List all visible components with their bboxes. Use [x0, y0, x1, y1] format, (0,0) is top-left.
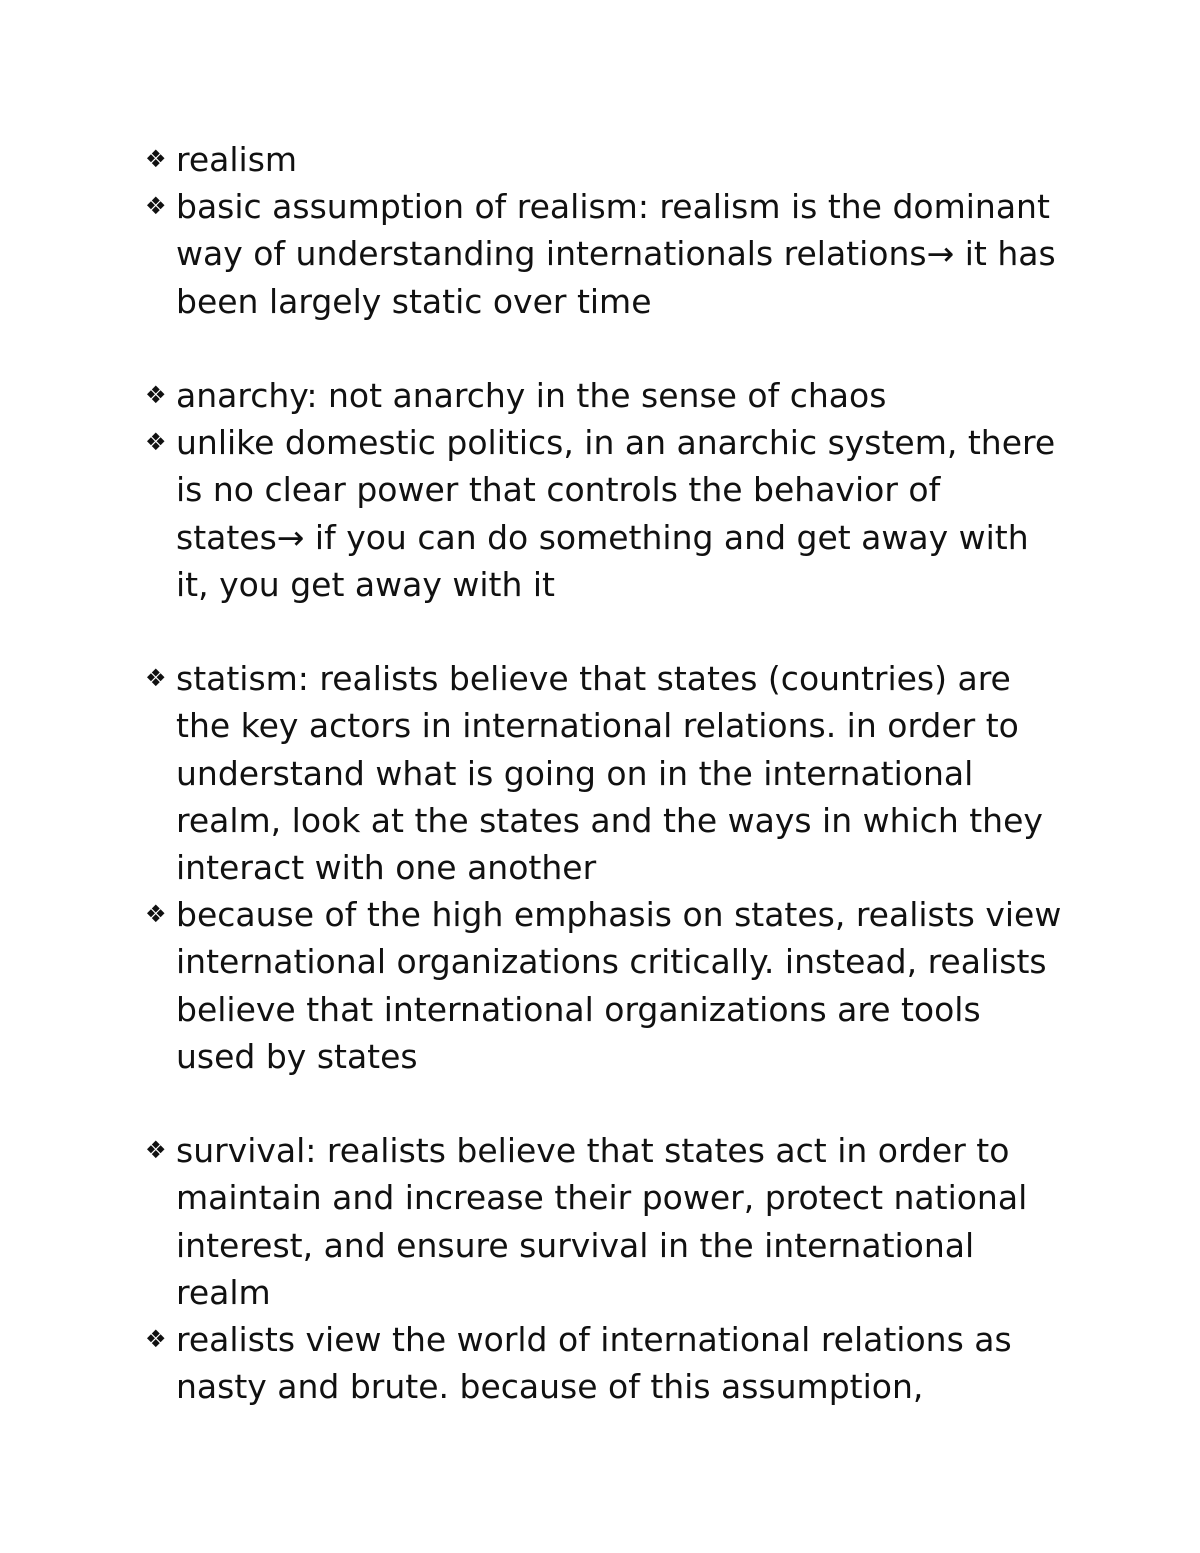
list-item: [145, 1316, 1065, 1410]
list-item-text: because of the high emphasis on states, realists view international organizations critically. instead, realists believe that international organizations are tools used by states: [176, 895, 1062, 1076]
list-item: [145, 372, 1065, 419]
list-item-text: survival: realists believe that states act in order to maintain and increase their power, protect national interest, and ensure survival in the international realm: [176, 1131, 1028, 1312]
diamond-bullet-icon: ❖: [145, 900, 167, 929]
diamond-bullet-icon: ❖: [145, 145, 167, 173]
diamond-bullet-icon: ❖: [145, 192, 167, 221]
list-item: [145, 183, 1065, 325]
list-item-text: basic assumption of realism: realism is the dominant way of understanding internationals relations→ it has been largely static over time: [176, 187, 1056, 321]
paragraph-gap: [145, 1080, 1065, 1127]
diamond-bullet-icon: ❖: [145, 1136, 167, 1165]
diamond-bullet-icon: ❖: [145, 1325, 167, 1354]
paragraph-gap: [145, 325, 1065, 372]
list-item-text: unlike domestic politics, in an anarchic system, there is no clear power that controls the behavior of states→ if you can do something and get away with it, you get away with it: [176, 423, 1056, 604]
list-item: [145, 419, 1065, 608]
list-item-text: anarchy: not anarchy in the sense of chaos: [176, 376, 887, 415]
list-item: [145, 1127, 1065, 1316]
list-item: [145, 655, 1065, 891]
list-item: [145, 891, 1065, 1080]
diamond-bullet-icon: ❖: [145, 428, 167, 457]
diamond-bullet-icon: ❖: [145, 664, 167, 693]
notes-list: [145, 136, 1065, 1410]
list-item-text: realism: [176, 140, 298, 179]
list-item: [145, 136, 1065, 183]
paragraph-gap: [145, 608, 1065, 655]
list-item-text: realists view the world of international relations as nasty and brute. because of this assumption,: [176, 1320, 1012, 1407]
list-item-text: statism: realists believe that states (countries) are the key actors in international relations. in order to understand what is going on in the international realm, look at the states and the ways in which they interact with one another: [176, 659, 1043, 888]
diamond-bullet-icon: ❖: [145, 381, 167, 409]
